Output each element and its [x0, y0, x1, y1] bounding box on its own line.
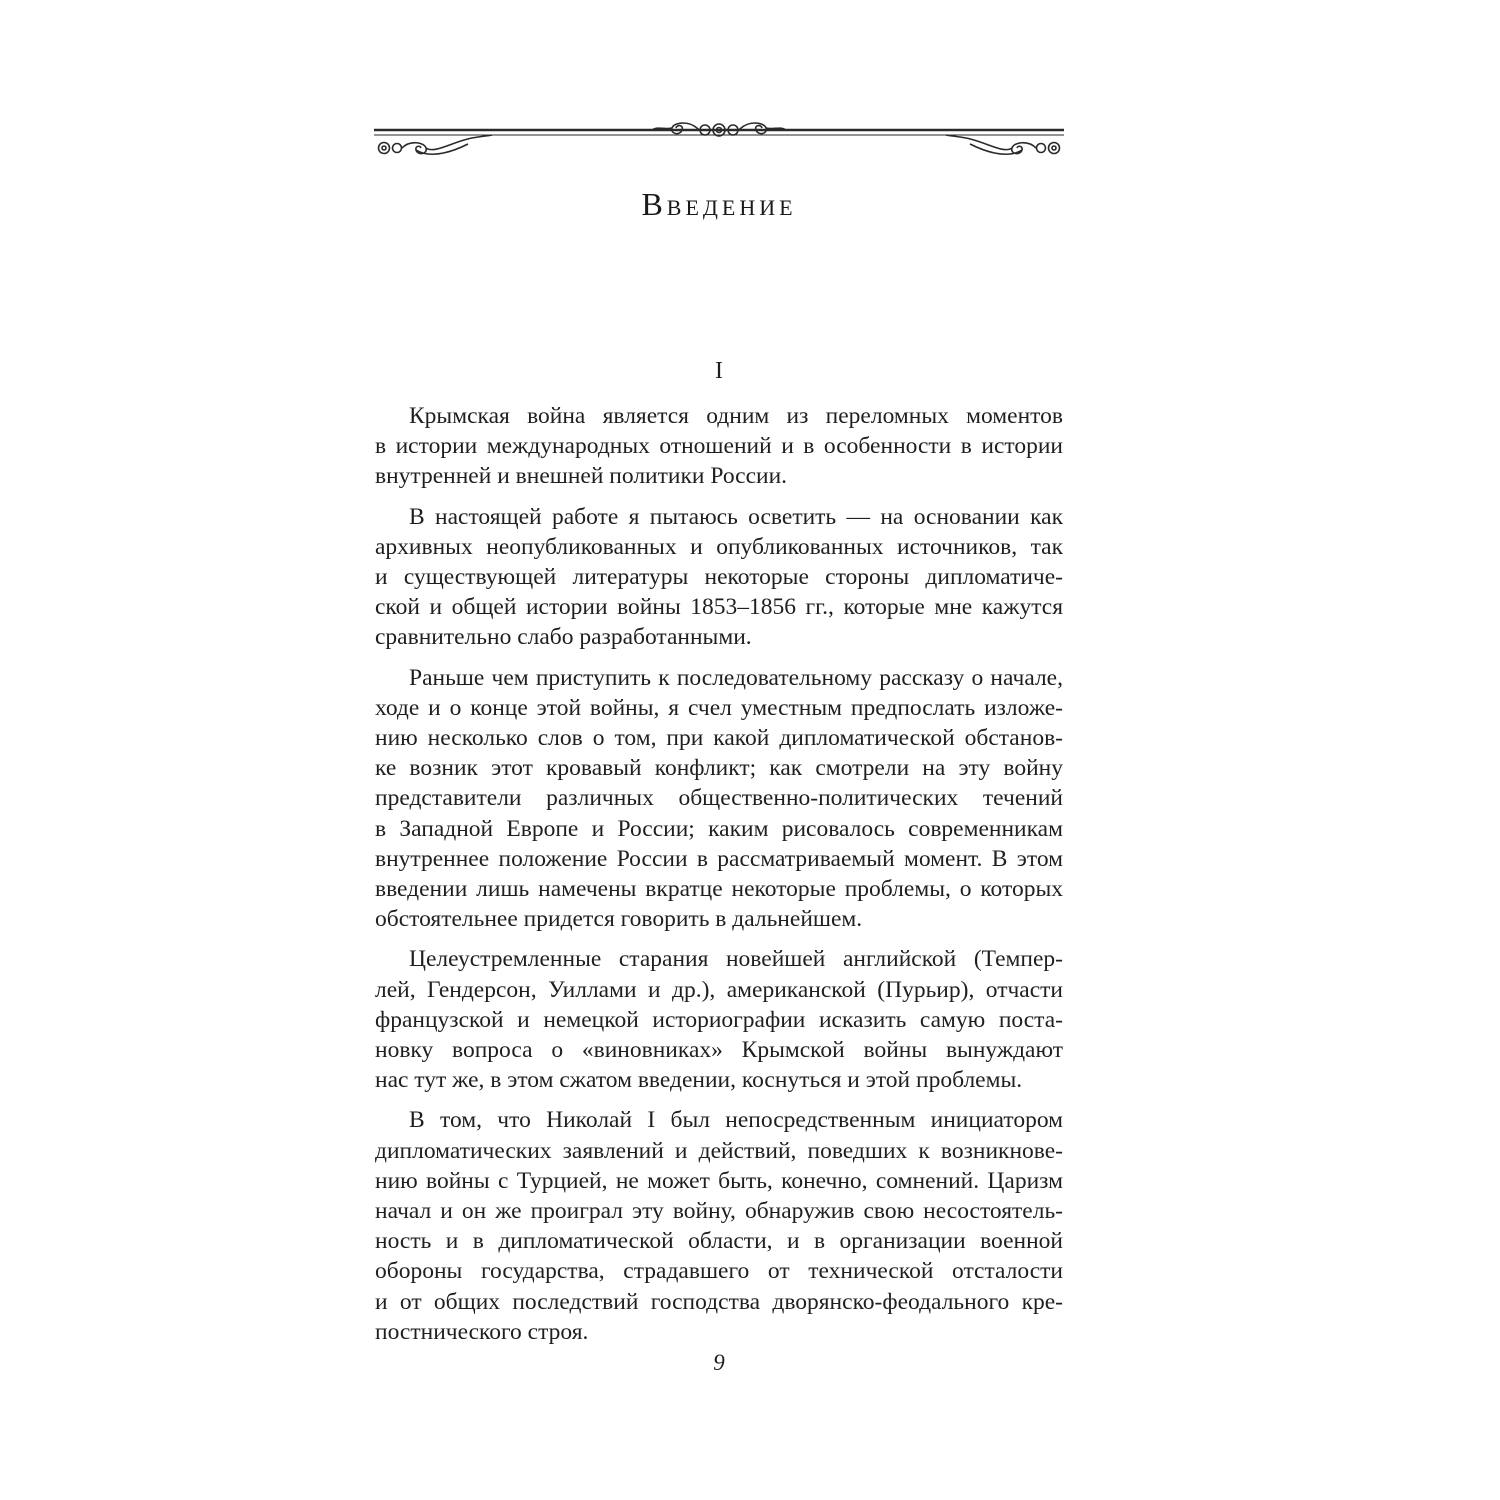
section-numeral: I	[715, 358, 723, 384]
paragraph	[375, 401, 1063, 492]
text-line: лей, Гендерсон, Уиллами и др.), американской (Пурьир), отчасти	[375, 976, 1063, 1003]
text-line: сравнительно слабо разработанными.	[375, 624, 752, 651]
text-line: начал и он же проиграл эту войну, обнаружив свою несостоятель-	[375, 1198, 1063, 1225]
text-line: в Западной Европе и России; каким рисовалось современникам	[375, 815, 1063, 842]
paragraph	[375, 502, 1063, 653]
text-line: представители различных общественно-политических течений	[375, 785, 1063, 812]
text-line: постнического строя.	[375, 1318, 589, 1345]
text-line: ность и в дипломатической области, и в организации военной	[375, 1228, 1063, 1255]
paragraph	[375, 1105, 1063, 1347]
text-line: нию войны с Турцией, не может быть, конечно, сомнений. Царизм	[375, 1167, 1063, 1194]
paragraph	[375, 663, 1063, 935]
text-line: внутреннее положение России в рассматриваемый момент. В этом	[375, 845, 1063, 872]
header-ornament	[372, 120, 1066, 162]
text-line: обороны государства, страдавшего от технической отсталости	[375, 1258, 1063, 1285]
text-line: внутренней и внешней политики России.	[375, 463, 788, 490]
text-line: введении лишь намечены вкратце некоторые проблемы, о которых	[375, 876, 1063, 903]
text-line: французской и немецкой историографии исказить самую поста-	[375, 1006, 1063, 1033]
text-line: в истории международных отношений и в особенности в истории	[375, 433, 1063, 460]
text-line: обстоятельнее придется говорить в дальнейшем.	[375, 906, 863, 933]
paragraph	[375, 944, 1063, 1095]
text-line: нию несколько слов о том, при какой дипломатической обстанов-	[375, 725, 1063, 752]
text-line: ской и общей истории войны 1853–1856 гг., которые мне кажутся	[375, 594, 1063, 621]
text-line: Крымская война является одним из переломных моментов	[409, 403, 1063, 429]
page-number: 9	[713, 1350, 725, 1375]
text-line: ке возник этот кровавый конфликт; как смотрели на эту войну	[375, 755, 1063, 782]
text-line: ходе и о конце этой войны, я счел уместным предпослать изложе-	[375, 694, 1063, 721]
text-line: новку вопроса о «виновниках» Крымской войны вынуждают	[375, 1037, 1063, 1064]
body-text	[375, 401, 1063, 1357]
text-line: В том, что Николай I был непосредственным инициатором	[409, 1107, 1063, 1134]
chapter-title: Введение	[641, 186, 797, 222]
text-line: нас тут же, в этом сжатом введении, коснуться и этой проблемы.	[375, 1067, 1023, 1094]
text-line: Раньше чем приступить к последовательному рассказу о начале,	[409, 664, 1063, 691]
text-line: Целеустремленные старания новейшей английской (Темпер-	[409, 946, 1063, 973]
text-line: архивных неопубликованных и опубликованных источников, так	[375, 533, 1063, 560]
text-line: и от общих последствий господства дворянско-феодального кре-	[375, 1288, 1063, 1315]
text-line: дипломатических заявлений и действий, поведших к возникнове-	[375, 1137, 1063, 1164]
text-line: и существующей литературы некоторые стороны дипломатиче-	[375, 564, 1063, 591]
text-line: В настоящей работе я пытаюсь осветить — на основании как	[409, 503, 1063, 530]
